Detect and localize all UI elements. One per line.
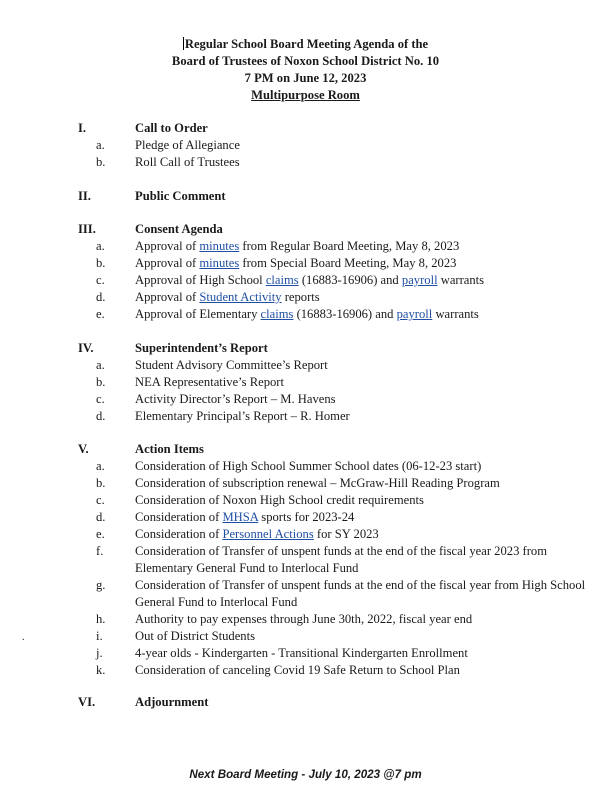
agenda-item bbox=[135, 577, 585, 594]
header-title-line bbox=[0, 36, 611, 53]
document-link[interactable]: Student Activity bbox=[199, 290, 282, 304]
agenda-item bbox=[135, 458, 481, 475]
section-title: Action Items bbox=[135, 442, 204, 456]
item-text: from Special Board Meeting, May 8, 2023 bbox=[239, 256, 457, 270]
item-text: reports bbox=[281, 290, 320, 304]
item-text: warrants bbox=[432, 307, 479, 321]
agenda-item bbox=[135, 306, 479, 323]
item-text: Consideration of Transfer of unspent funds at the end of the fiscal year 2023 from bbox=[135, 544, 548, 558]
document-link[interactable]: payroll bbox=[396, 307, 433, 321]
agenda-item bbox=[135, 289, 320, 306]
item-text: NEA Representative’s Report bbox=[135, 375, 284, 389]
section-numeral: V. bbox=[78, 442, 89, 456]
item-letter: c. bbox=[96, 392, 105, 406]
agenda-item bbox=[135, 645, 468, 662]
item-text: sports for 2023-24 bbox=[258, 510, 355, 524]
item-letter: a. bbox=[96, 138, 105, 152]
agenda-item-continuation: Elementary General Fund to Interlocal Fund bbox=[135, 561, 359, 575]
item-letter: b. bbox=[96, 155, 106, 169]
agenda-item bbox=[135, 391, 336, 408]
section-title: Public Comment bbox=[135, 189, 226, 203]
item-letter: g. bbox=[96, 578, 106, 592]
agenda-header bbox=[0, 36, 611, 104]
item-text: Consideration of canceling Covid 19 Safe Return to School Plan bbox=[135, 663, 460, 677]
header-line-3: 7 PM on June 12, 2023 bbox=[244, 71, 367, 85]
item-letter: b. bbox=[96, 375, 106, 389]
section-numeral: VI. bbox=[78, 695, 96, 709]
item-text: Consideration of Noxon High School credit requirements bbox=[135, 493, 424, 507]
item-letter: e. bbox=[96, 527, 105, 541]
section-title: Consent Agenda bbox=[135, 222, 223, 236]
item-text: for SY 2023 bbox=[313, 527, 379, 541]
item-letter: c. bbox=[96, 493, 105, 507]
item-text: Approval of bbox=[135, 256, 200, 270]
item-text: Student Advisory Committee’s Report bbox=[135, 358, 328, 372]
agenda-item bbox=[135, 475, 500, 492]
item-letter: c. bbox=[96, 273, 105, 287]
header-line-1: Regular School Board Meeting Agenda of the bbox=[184, 37, 429, 51]
item-text: Pledge of Allegiance bbox=[135, 138, 240, 152]
item-letter: b. bbox=[96, 256, 106, 270]
item-letter: a. bbox=[96, 358, 105, 372]
agenda-item bbox=[135, 509, 354, 526]
item-letter: k. bbox=[96, 663, 106, 677]
agenda-item bbox=[135, 238, 459, 255]
item-text: Approval of bbox=[135, 290, 200, 304]
item-letter: d. bbox=[96, 510, 106, 524]
section-title: Call to Order bbox=[135, 121, 208, 135]
document-link[interactable]: payroll bbox=[401, 273, 438, 287]
section-numeral: I. bbox=[78, 121, 87, 135]
agenda-item-continuation: General Fund to Interlocal Fund bbox=[135, 595, 298, 609]
item-text: Authority to pay expenses through June 30th, 2022, fiscal year end bbox=[135, 612, 473, 626]
agenda-item bbox=[135, 628, 255, 645]
item-text: Consideration of subscription renewal – McGraw-Hill Reading Program bbox=[135, 476, 500, 490]
item-letter: d. bbox=[96, 290, 106, 304]
agenda-item bbox=[135, 543, 547, 560]
item-letter: f. bbox=[96, 544, 104, 558]
item-letter: e. bbox=[96, 307, 105, 321]
item-letter: a. bbox=[96, 239, 105, 253]
item-text: Consideration of bbox=[135, 510, 223, 524]
item-text: Roll Call of Trustees bbox=[135, 155, 240, 169]
document-link[interactable]: claims bbox=[260, 307, 294, 321]
document-link[interactable]: minutes bbox=[199, 239, 240, 253]
section-numeral: III. bbox=[78, 222, 96, 236]
item-text: (16883-16906) and bbox=[298, 273, 402, 287]
item-text: Consideration of High School Summer School dates (06-12-23 start) bbox=[135, 459, 482, 473]
agenda-item bbox=[135, 611, 472, 628]
agenda-item bbox=[135, 255, 456, 272]
item-text: warrants bbox=[437, 273, 485, 287]
item-letter: j. bbox=[96, 646, 103, 660]
agenda-item bbox=[135, 154, 240, 171]
agenda-item bbox=[135, 137, 240, 154]
document-link[interactable]: MHSA bbox=[222, 510, 259, 524]
item-letter: d. bbox=[96, 409, 106, 423]
item-text: 4-year olds - Kindergarten - Transitional Kindergarten Enrollment bbox=[135, 646, 468, 660]
document-link[interactable]: claims bbox=[265, 273, 299, 287]
stray-mark: . bbox=[22, 632, 25, 643]
header-line-2: Board of Trustees of Noxon School District No. 10 bbox=[171, 54, 440, 68]
header-room: Multipurpose Room bbox=[251, 88, 360, 102]
item-text: (16883-16906) and bbox=[293, 307, 397, 321]
item-letter: b. bbox=[96, 476, 106, 490]
document-link[interactable]: Personnel Actions bbox=[222, 527, 314, 541]
item-text: Approval of High School bbox=[135, 273, 266, 287]
item-text: Approval of bbox=[135, 239, 200, 253]
agenda-item bbox=[135, 408, 350, 425]
agenda-item bbox=[135, 526, 379, 543]
item-letter: i. bbox=[96, 629, 103, 643]
section-numeral: IV. bbox=[78, 341, 94, 355]
text-cursor bbox=[183, 37, 184, 50]
item-text: Out of District Students bbox=[135, 629, 255, 643]
document-link[interactable]: minutes bbox=[199, 256, 240, 270]
item-text: Consideration of Transfer of unspent funds at the end of the fiscal year from High School bbox=[135, 578, 586, 592]
agenda-item bbox=[135, 374, 284, 391]
item-letter: a. bbox=[96, 459, 105, 473]
section-numeral: II. bbox=[78, 189, 91, 203]
next-meeting-footer: Next Board Meeting - July 10, 2023 @7 pm bbox=[189, 768, 422, 781]
agenda-item bbox=[135, 492, 424, 509]
item-text: from Regular Board Meeting, May 8, 2023 bbox=[239, 239, 460, 253]
section-title: Adjournment bbox=[135, 695, 209, 709]
agenda-item bbox=[135, 272, 484, 289]
item-text: Approval of Elementary bbox=[135, 307, 261, 321]
item-letter: h. bbox=[96, 612, 106, 626]
item-text: Activity Director’s Report – M. Havens bbox=[135, 392, 336, 406]
item-text: Consideration of bbox=[135, 527, 223, 541]
section-title: Superintendent’s Report bbox=[135, 341, 268, 355]
item-text: Elementary Principal’s Report – R. Homer bbox=[135, 409, 350, 423]
agenda-item bbox=[135, 357, 328, 374]
agenda-item bbox=[135, 662, 460, 679]
